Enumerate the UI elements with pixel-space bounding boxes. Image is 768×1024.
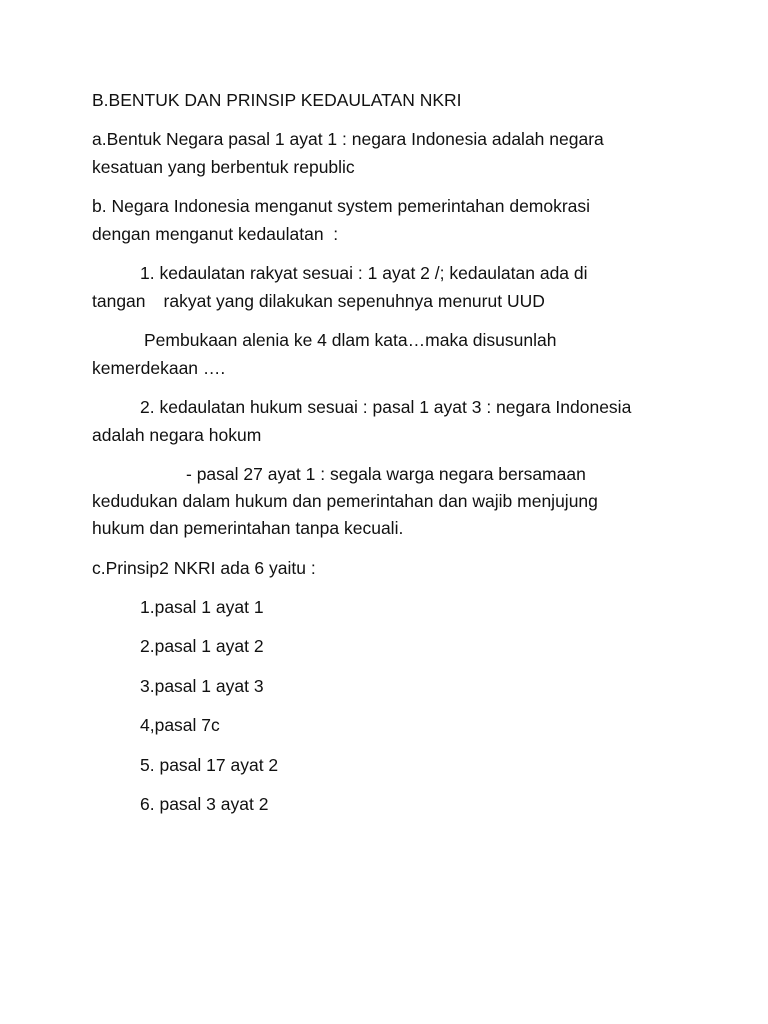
heading: B.BENTUK DAN PRINSIP KEDAULATAN NKRI — [92, 90, 462, 110]
principle-item: 1.pasal 1 ayat 1 — [140, 597, 264, 617]
para-a-line-2: kesatuan yang berbentuk republic — [92, 157, 355, 177]
item-2-note-line-3: hukum dan pemerintahan tanpa kecuali. — [92, 518, 404, 538]
item-2-line-1: 2. kedaulatan hukum sesuai : pasal 1 ayat 3 : negara Indonesia — [140, 397, 632, 417]
item-1-note-line-2: kemerdekaan …. — [92, 358, 226, 378]
item-2-note-line-2: kedudukan dalam hukum dan pemerintahan dan wajib menjujung — [92, 491, 598, 511]
para-b-line-2: dengan menganut kedaulatan : — [92, 224, 339, 244]
item-1-line-2-part-1: tangan — [92, 291, 146, 311]
item-1-note-line-1: Pembukaan alenia ke 4 dlam kata…maka disusunlah — [144, 330, 557, 350]
item-2-line-2: adalah negara hokum — [92, 425, 262, 445]
principle-item: 2.pasal 1 ayat 2 — [140, 636, 264, 656]
para-b-line-1: b. Negara Indonesia menganut system pemerintahan demokrasi — [92, 196, 591, 216]
principle-item: 3.pasal 1 ayat 3 — [140, 676, 264, 696]
item-1-line-2-part-2: rakyat yang dilakukan sepenuhnya menurut UUD — [163, 291, 545, 311]
para-c: c.Prinsip2 NKRI ada 6 yaitu : — [92, 558, 316, 578]
item-2-note-line-1: - pasal 27 ayat 1 : segala warga negara bersamaan — [186, 464, 586, 484]
principle-item: 5. pasal 17 ayat 2 — [140, 755, 279, 775]
item-1-line-2 — [92, 287, 545, 315]
principle-item: 6. pasal 3 ayat 2 — [140, 794, 269, 814]
principle-item: 4,pasal 7c — [140, 715, 220, 735]
item-1-line-1: 1. kedaulatan rakyat sesuai : 1 ayat 2 /; kedaulatan ada di — [140, 263, 588, 283]
para-a-line-1: a.Bentuk Negara pasal 1 ayat 1 : negara Indonesia adalah negara — [92, 129, 604, 149]
